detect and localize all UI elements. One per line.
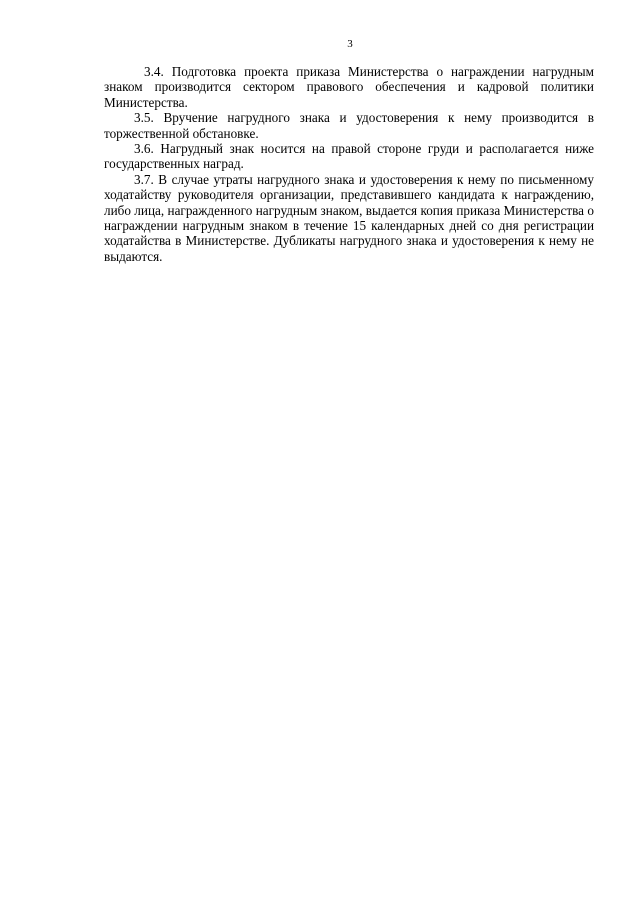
paragraph-3-5: 3.5. Вручение нагрудного знака и удостоверения к нему производится в торжественной обстановке. — [104, 110, 594, 141]
document-body — [104, 64, 594, 264]
page-number: 3 — [347, 38, 353, 50]
paragraph-3-7: 3.7. В случае утраты нагрудного знака и удостоверения к нему по письменному ходатайству руководителя организации, представившего кандидата к награждению, либо лица, награжденного нагрудным знаком, выдается копия приказа Министерства о награждении нагрудным знаком в течение 15 календарных дней со дня регистрации ходатайства в Министерстве. Дубликаты нагрудного знака и удостоверения к нему не выдаются. — [104, 171, 594, 264]
paragraph-3-4: 3.4. Подготовка проекта приказа Министерства о награждении нагрудным знаком производится сектором правового обеспечения и кадровой политики Министерства. — [104, 64, 594, 110]
paragraph-3-6: 3.6. Нагрудный знак носится на правой стороне груди и располагается ниже государственных наград. — [104, 141, 594, 172]
